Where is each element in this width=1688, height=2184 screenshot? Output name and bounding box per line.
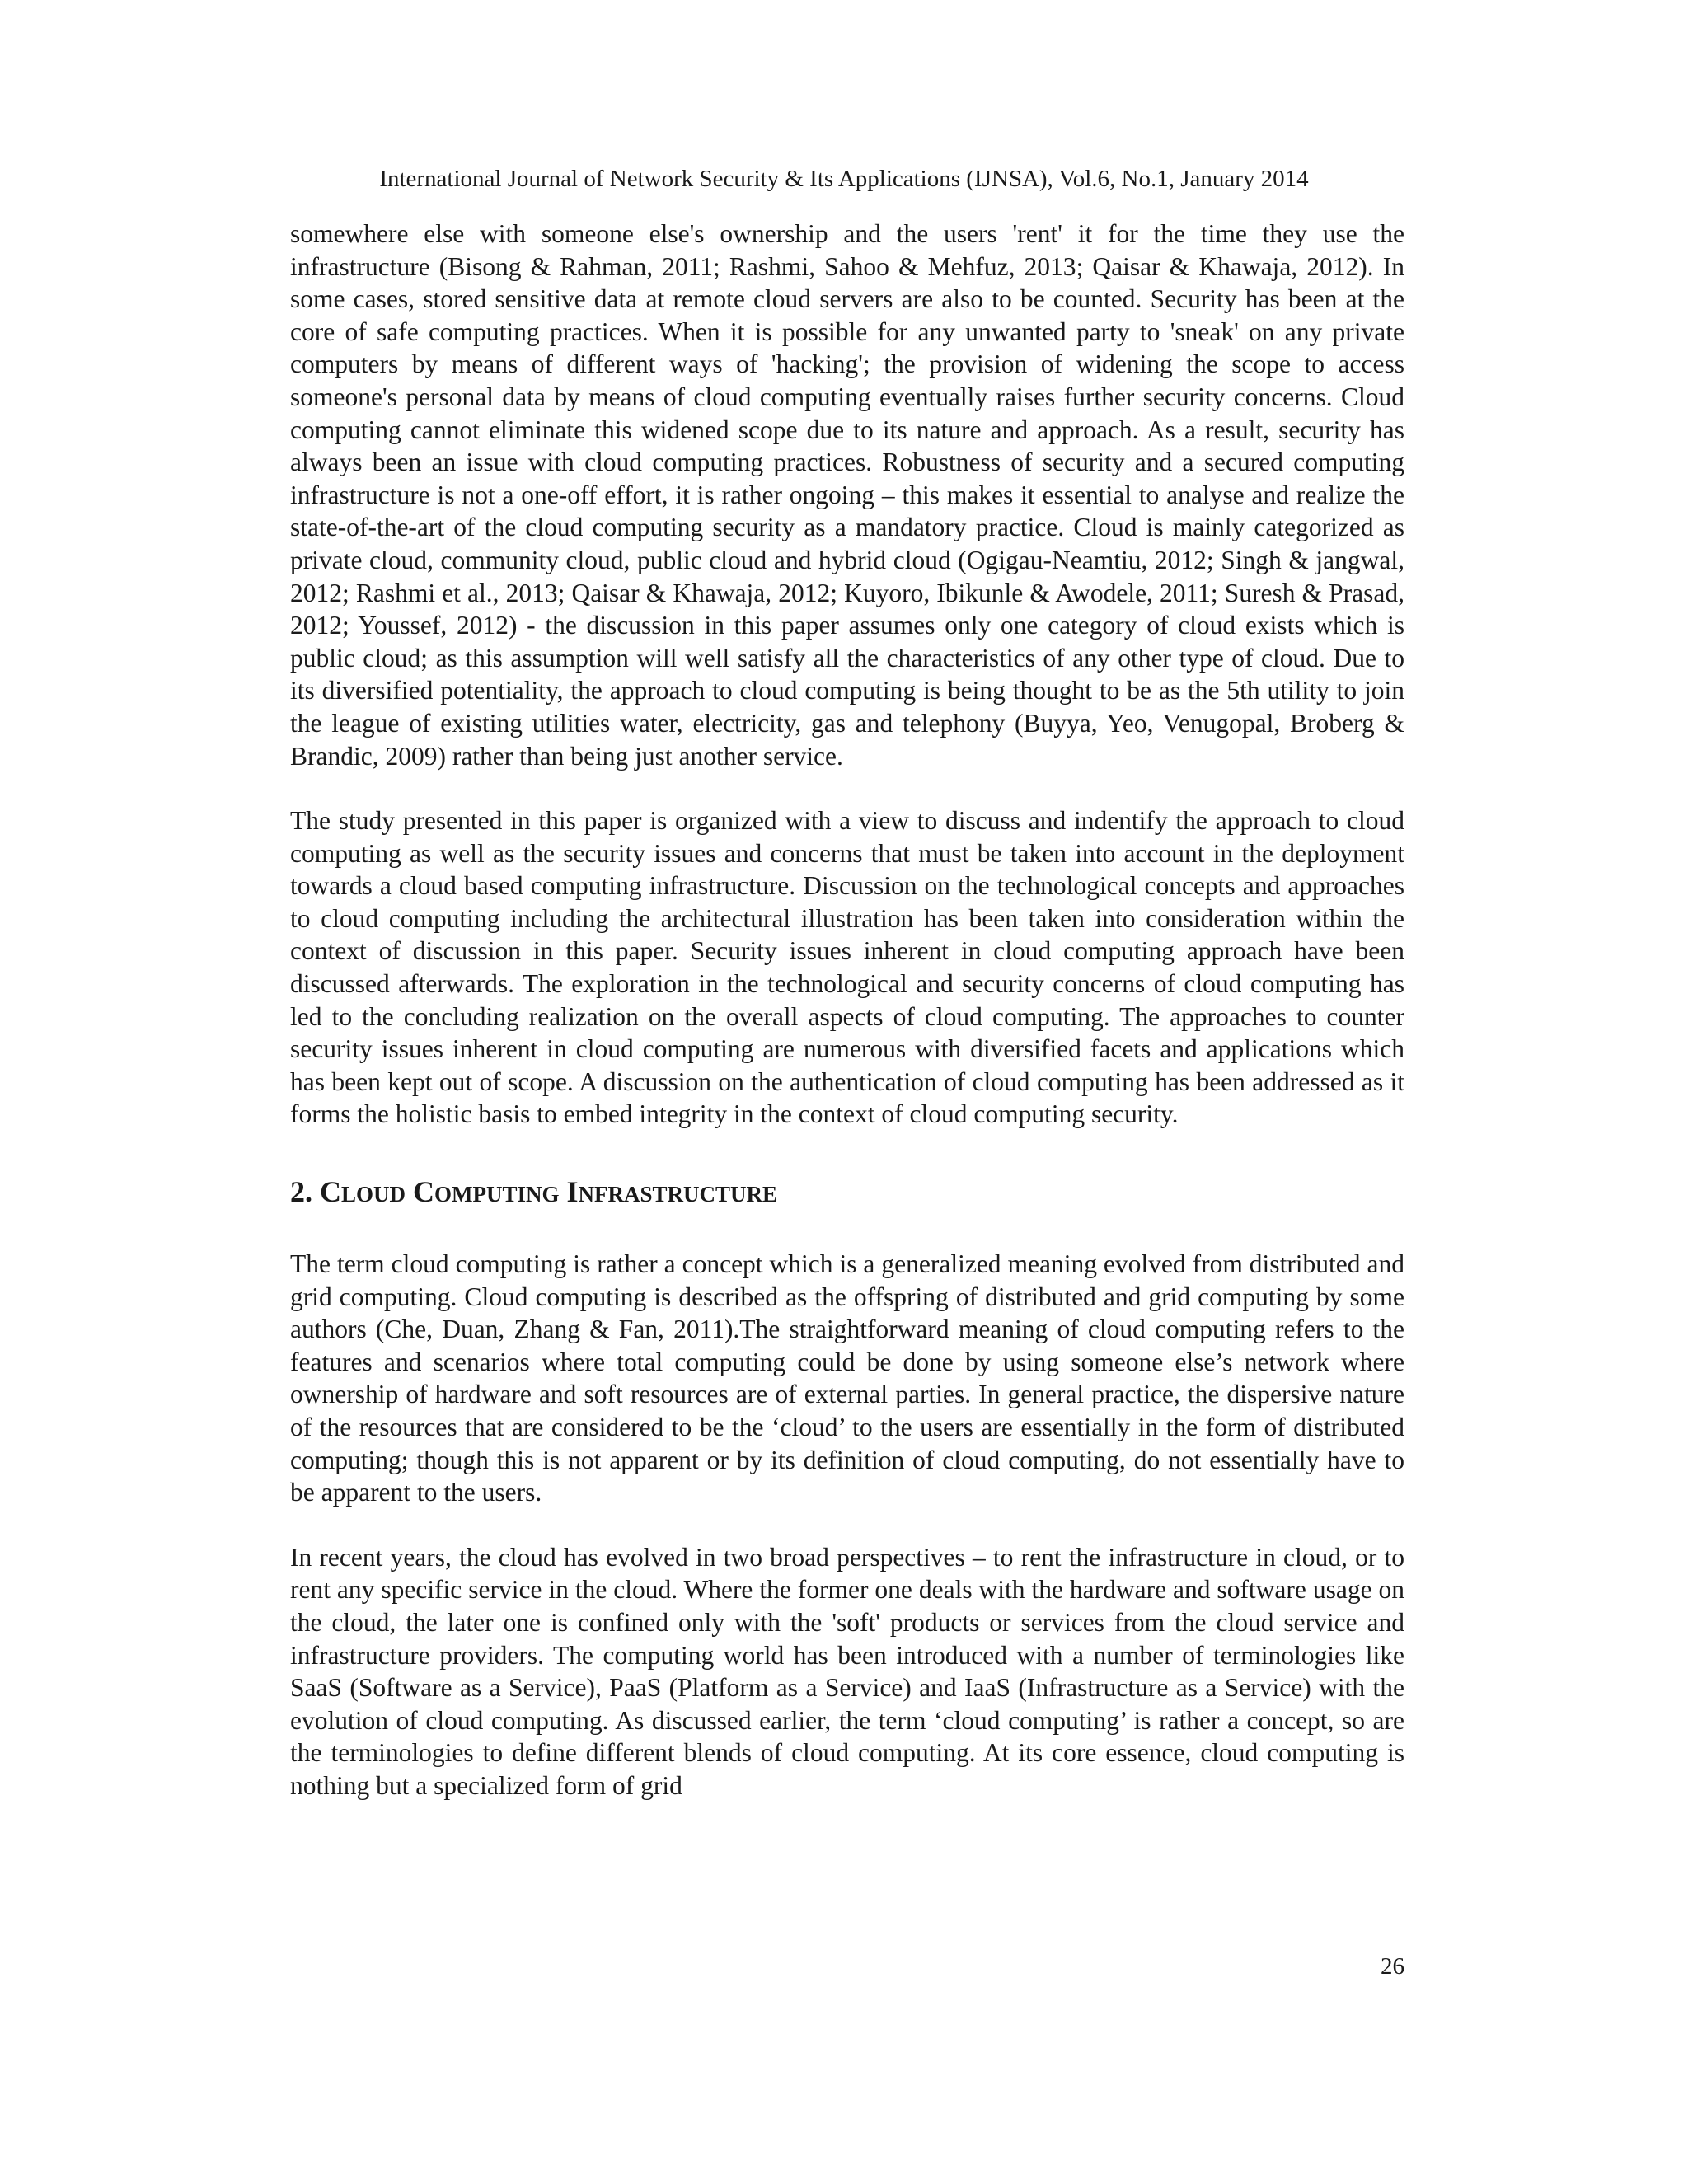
body-paragraph: In recent years, the cloud has evolved in two broad perspectives – to rent the infrastructure in cloud, or to rent any specific service in the cloud. Where the former one deals with the hardware and software usage on the cloud, the later one is confined only with the 'soft' products or services from the cloud service and infrastructure providers. The computing world has been introduced with a number of terminologies like SaaS (Software as a Service), PaaS (Platform as a Service) and IaaS (Infrastructure as a Service) with the evolution of cloud computing. As discussed earlier, the term ‘cloud computing’ is rather a concept, so are the terminologies to define different blends of cloud computing. At its core essence, cloud computing is nothing but a specialized form of grid bbox=[290, 1542, 1404, 1800]
running-header: International Journal of Network Security & Its Applications (IJNSA), Vol.6, No.1, January 2014 bbox=[379, 166, 1309, 192]
heading-smallcaps: LOUD bbox=[341, 1182, 406, 1207]
page-number: 26 bbox=[1381, 1953, 1404, 1980]
body-paragraph: The study presented in this paper is organized with a view to discuss and indentify the approach to cloud computing as well as the security issues and concerns that must be taken into account in the deployment towards a cloud based computing infrastructure. Discussion on the technological concepts and approaches to cloud computing including the architectural illustration has been taken into consideration within the context of discussion in this paper. Security issues inherent in cloud computing approach have been discussed afterwards. The exploration in the technological and security concerns of cloud computing has led to the concluding realization on the overall aspects of cloud computing. The approaches to counter security issues inherent in cloud computing are numerous with diversified facets and applications which has been kept out of scope. A discussion on the authentication of cloud computing has been addressed as it forms the holistic basis to embed integrity in the context of cloud computing security. bbox=[290, 806, 1404, 1129]
section-number: 2. bbox=[290, 1175, 312, 1209]
heading-smallcaps: NFRASTRUCTURE bbox=[578, 1182, 778, 1207]
main-text bbox=[290, 218, 1404, 1802]
heading-initial: C bbox=[413, 1175, 435, 1209]
heading-smallcaps: OMPUTING bbox=[434, 1182, 560, 1207]
body-paragraph: somewhere else with someone else's ownership and the users 'rent' it for the time they use the infrastructure (Bisong & Rahman, 2011; Rashmi, Sahoo & Mehfuz, 2013; Qaisar & Khawaja, 2012). In some cases, stored sensitive data at remote cloud servers are also to be counted. Security has been at the core of safe computing practices. When it is possible for any unwanted party to 'sneak' on any private computers by means of different ways of 'hacking'; the provision of widening the scope to access someone's personal data by means of cloud computing eventually raises further security concerns. Cloud computing cannot eliminate this widened scope due to its nature and approach. As a result, security has always been an issue with cloud computing practices. Robustness of security and a secured computing infrastructure is not a one-off effort, it is rather ongoing – this makes it essential to analyse and realize the state-of-the-art of the cloud computing security as a mandatory practice. Cloud is mainly categorized as private cloud, community cloud, public cloud and hybrid cloud (Ogigau-Neamtiu, 2012; Singh & jangwal, 2012; Rashmi et al., 2013; Qaisar & Khawaja, 2012; Kuyoro, Ibikunle & Awodele, 2011; Suresh & Prasad, 2012; Youssef, 2012) - the discussion in this paper assumes only one category of cloud exists which is public cloud; as this assumption will well satisfy all the characteristics of any other type of cloud. Due to its diversified potentiality, the approach to cloud computing is being thought to be as the 5th utility to join the league of existing utilities water, electricity, gas and telephony (Buyya, Yeo, Venugopal, Broberg & Brandic, 2009) rather than being just another service. bbox=[290, 219, 1404, 771]
body-paragraph: The term cloud computing is rather a concept which is a generalized meaning evolved from distributed and grid computing. Cloud computing is described as the offspring of distributed and grid computing by some authors (Che, Duan, Zhang & Fan, 2011).The straightforward meaning of cloud computing refers to the features and scenarios where total computing could be done by using someone else’s network where ownership of hardware and soft resources are of external parties. In general practice, the dispersive nature of the resources that are considered to be the ‘cloud’ to the users are essentially in the form of distributed computing; though this is not apparent or by its definition of cloud computing, do not essentially have to be apparent to the users. bbox=[290, 1249, 1404, 1507]
heading-initial: I bbox=[566, 1175, 579, 1209]
section-heading bbox=[290, 1174, 1404, 1212]
heading-initial: C bbox=[320, 1175, 341, 1209]
